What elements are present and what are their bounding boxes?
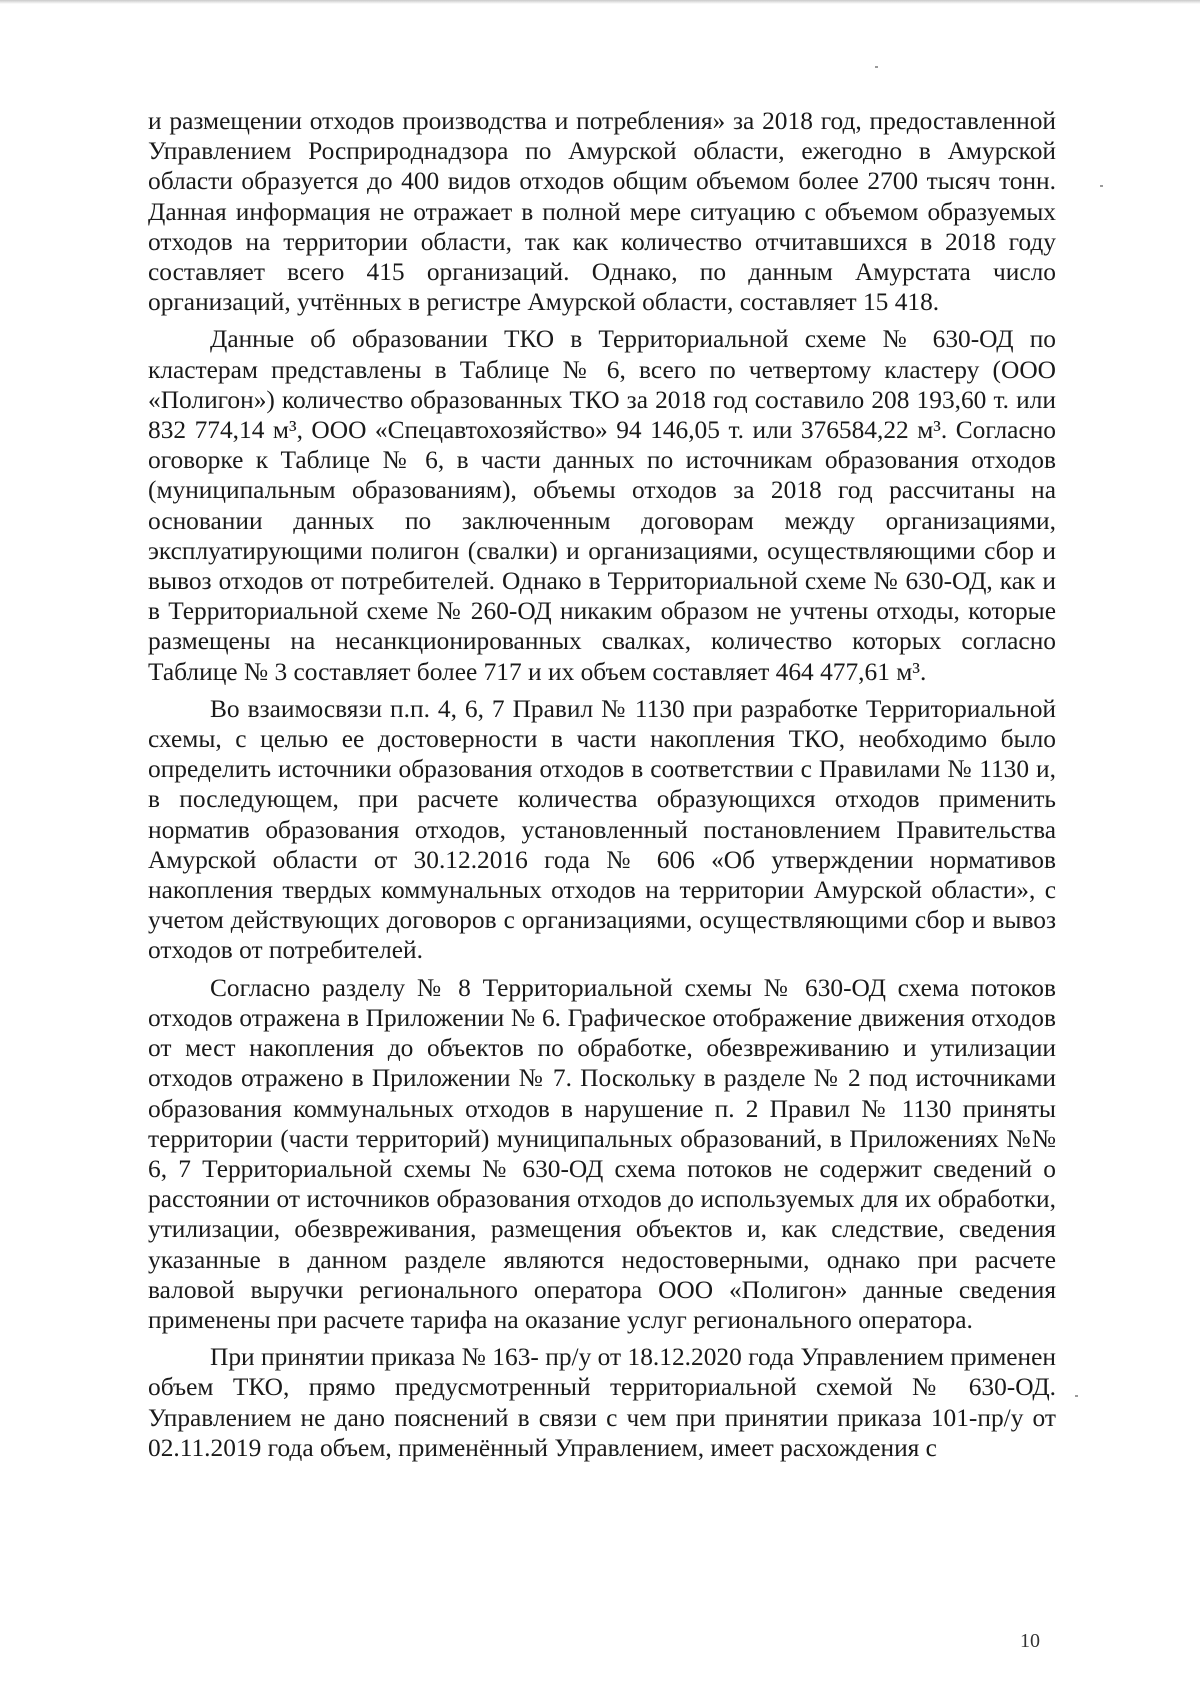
page-number: 10	[1020, 1630, 1040, 1652]
paragraph-waste-flow-scheme: Согласно разделу № 8 Территориальной схемы № 630-ОД схема потоков отходов отражена в Приложении № 6. Графическое отображение движения отходов от мест накопления до объектов по обработке, обезвреживанию и утилизации отходов отражено в Приложении № 7. Поскольку в разделе № 2 под источниками образования коммунальных отходов в нарушение п. 2 Правил № 1130 приняты территории (части территорий) муниципальных образований, в Приложениях №№ 6, 7 Территориальной схемы № 630-ОД схема потоков не содержит сведений о расстоянии от источников образования отходов до используемых для их обработки, утилизации, обезвреживания, размещения объектов и, как следствие, сведения указанные в данном разделе являются недостоверными, однако при расчете валовой выручки регионального оператора ООО «Полигон» данные сведения применены при расчете тарифа на оказание услуг регионального оператора.	[148, 973, 1056, 1334]
paragraph-waste-volume: и размещении отходов производства и потребления» за 2018 год, предоставленной Управлением Росприроднадзора по Амурской области, ежегодно в Амурской области образуется до 400 видов отходов общим объемом более 2700 тысяч тонн. Данная информация не отражает в полной мере ситуацию с объемом образуемых отходов на территории области, так как количество отчитавшихся в 2018 году составляет всего 415 организаций. Однако, по данным Амурстата число организаций, учтённых в регистре Амурской области, составляет 15 418.	[148, 107, 1056, 317]
scan-speck	[1075, 1395, 1078, 1397]
document-page	[148, 106, 1056, 1596]
paragraph-order-163: При принятии приказа № 163- пр/у от 18.12.2020 года Управлением применен объем ТКО, прямо предусмотренный территориальной схемой № 630-ОД. Управлением не дано пояснений в связи с чем при принятии приказа 101-пр/у от 02.11.2019 года объем, применённый Управлением, имеет расхождения с	[148, 1343, 1056, 1462]
scan-top-edge	[0, 0, 1200, 4]
paragraph-tko-clusters: Данные об образовании ТКО в Территориальной схеме № 630-ОД по кластерам представлены в Таблице № 6, всего по четвертому кластеру (ООО «Полигон») количество образованных ТКО за 2018 год составило 208 193,60 т. или 832 774,14 м³, ООО «Спецавтохозяйство» 94 146,05 т. или 376584,22 м³. Согласно оговорке к Таблице № 6, в части данных по источникам образования отходов (муниципальным образованиям), объемы отходов за 2018 год рассчитаны на основании данных по заключенным договорам между организациями, эксплуатирующими полигон (свалки) и организациями, осуществляющими сбор и вывоз отходов от потребителей. Однако в Территориальной схеме № 630-ОД, как и в Территориальной схеме № 260-ОД никаким образом не учтены отходы, которые размещены на несанкционированных свалках, количество которых согласно Таблице № 3 составляет более 717 и их объем составляет 464 477,61 м³.	[148, 325, 1056, 686]
scan-speck	[1100, 185, 1103, 187]
paragraph-rules-1130: Во взаимосвязи п.п. 4, 6, 7 Правил № 1130 при разработке Территориальной схемы, с целью ее достоверности в части накопления ТКО, необходимо было определить источники образования отходов в соответствии с Правилами № 1130 и, в последующем, при расчете количества образующихся отходов применить норматив образования отходов, установленный постановлением Правительства Амурской области от 30.12.2016 года № 606 «Об утверждении нормативов накопления твердых коммунальных отходов на территории Амурской области», с учетом действующих договоров с организациями, осуществляющими сбор и вывоз отходов от потребителей.	[148, 694, 1056, 965]
scan-speck	[875, 66, 878, 68]
